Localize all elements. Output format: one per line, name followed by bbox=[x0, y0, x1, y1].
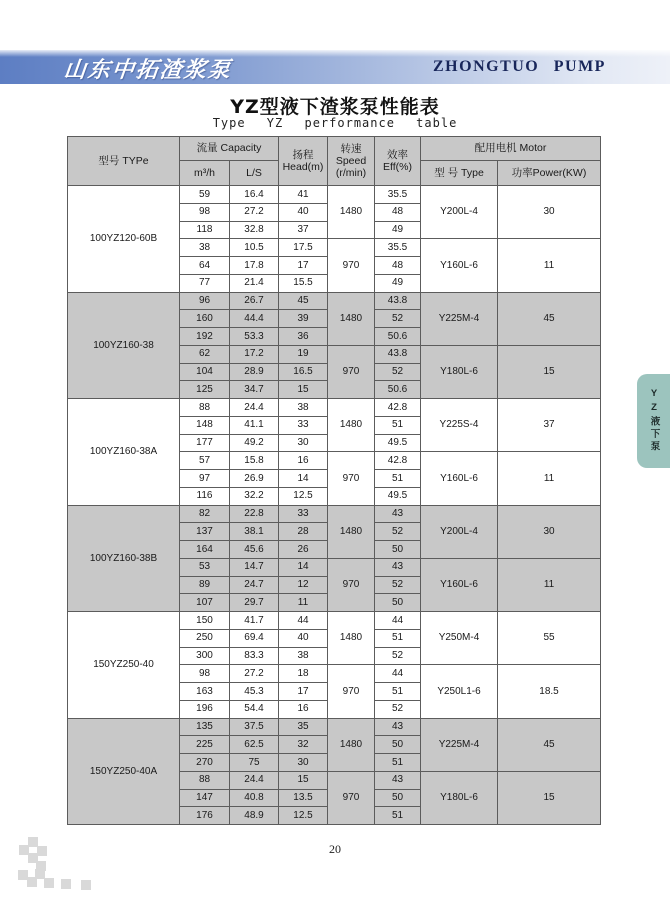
cell-eff: 43.8 bbox=[375, 292, 421, 310]
table-row bbox=[68, 718, 601, 736]
cell-eff: 50 bbox=[375, 789, 421, 807]
cell-capacity-m3h: 98 bbox=[180, 665, 230, 683]
page-subtitle: Type YZ performance table bbox=[212, 116, 458, 130]
page-title: YZ型液下渣浆泵性能表 bbox=[230, 96, 440, 118]
cell-model: 100YZ160-38B bbox=[68, 505, 180, 612]
cell-head: 33 bbox=[279, 505, 328, 523]
cell-capacity-ls: 41.7 bbox=[230, 612, 279, 630]
cell-model: 100YZ120-60B bbox=[68, 186, 180, 293]
cell-head: 40 bbox=[279, 203, 328, 221]
cell-head: 16.5 bbox=[279, 363, 328, 381]
cell-capacity-m3h: 150 bbox=[180, 612, 230, 630]
cell-capacity-m3h: 164 bbox=[180, 541, 230, 559]
cell-motor-power: 30 bbox=[498, 186, 601, 239]
cell-capacity-ls: 29.7 bbox=[230, 594, 279, 612]
cell-motor-type: Y225M-4 bbox=[421, 292, 498, 345]
cell-speed: 970 bbox=[328, 665, 375, 718]
header-head bbox=[279, 137, 328, 186]
decorative-pixel bbox=[36, 861, 46, 871]
cell-capacity-ls: 17.8 bbox=[230, 257, 279, 275]
cell-capacity-ls: 28.9 bbox=[230, 363, 279, 381]
cell-capacity-m3h: 77 bbox=[180, 274, 230, 292]
cell-capacity-ls: 24.4 bbox=[230, 399, 279, 417]
cell-motor-power: 11 bbox=[498, 558, 601, 611]
cell-capacity-ls: 24.4 bbox=[230, 771, 279, 789]
cell-capacity-m3h: 270 bbox=[180, 754, 230, 772]
cell-capacity-m3h: 192 bbox=[180, 328, 230, 346]
side-tab-label: YZ液下泵 bbox=[648, 388, 660, 454]
cell-motor-type: Y160L-6 bbox=[421, 239, 498, 292]
cell-speed: 1480 bbox=[328, 505, 375, 558]
cell-head: 17 bbox=[279, 257, 328, 275]
cell-head: 12.5 bbox=[279, 487, 328, 505]
cell-eff: 51 bbox=[375, 754, 421, 772]
company-logo: 山东中拓渣浆泵 bbox=[62, 58, 234, 83]
cell-capacity-m3h: 125 bbox=[180, 381, 230, 399]
cell-capacity-m3h: 98 bbox=[180, 203, 230, 221]
cell-head: 37 bbox=[279, 221, 328, 239]
cell-capacity-ls: 37.5 bbox=[230, 718, 279, 736]
top-banner bbox=[0, 50, 670, 84]
cell-head: 33 bbox=[279, 416, 328, 434]
cell-eff: 43.8 bbox=[375, 345, 421, 363]
cell-eff: 52 bbox=[375, 363, 421, 381]
header-speed bbox=[328, 137, 375, 186]
cell-capacity-ls: 38.1 bbox=[230, 523, 279, 541]
cell-capacity-m3h: 96 bbox=[180, 292, 230, 310]
decorative-pixel bbox=[18, 870, 28, 880]
table-row bbox=[68, 399, 601, 417]
cell-eff: 43 bbox=[375, 771, 421, 789]
header-capacity-ls: L/S bbox=[230, 161, 279, 186]
cell-capacity-m3h: 57 bbox=[180, 452, 230, 470]
cell-capacity-m3h: 147 bbox=[180, 789, 230, 807]
cell-eff: 52 bbox=[375, 700, 421, 718]
cell-eff: 49 bbox=[375, 221, 421, 239]
cell-capacity-ls: 14.7 bbox=[230, 558, 279, 576]
header-motor-power: 功率Power(KW) bbox=[498, 161, 601, 186]
cell-capacity-ls: 40.8 bbox=[230, 789, 279, 807]
cell-eff: 42.8 bbox=[375, 452, 421, 470]
cell-speed: 1480 bbox=[328, 399, 375, 452]
cell-head: 12.5 bbox=[279, 807, 328, 825]
cell-motor-power: 45 bbox=[498, 292, 601, 345]
cell-capacity-ls: 27.2 bbox=[230, 203, 279, 221]
cell-head: 44 bbox=[279, 612, 328, 630]
cell-motor-power: 11 bbox=[498, 452, 601, 505]
cell-motor-type: Y225M-4 bbox=[421, 718, 498, 771]
cell-eff: 49.5 bbox=[375, 434, 421, 452]
decorative-pixel bbox=[61, 879, 71, 889]
cell-model: 100YZ160-38 bbox=[68, 292, 180, 399]
cell-head: 14 bbox=[279, 558, 328, 576]
cell-eff: 42.8 bbox=[375, 399, 421, 417]
cell-capacity-m3h: 225 bbox=[180, 736, 230, 754]
brand-name: ZHONGTUO PUMP bbox=[433, 58, 606, 75]
decorative-pixel bbox=[27, 877, 37, 887]
header-row-1 bbox=[68, 137, 601, 161]
cell-eff: 52 bbox=[375, 647, 421, 665]
cell-motor-type: Y180L-6 bbox=[421, 345, 498, 398]
cell-capacity-m3h: 148 bbox=[180, 416, 230, 434]
cell-head: 30 bbox=[279, 754, 328, 772]
cell-capacity-m3h: 104 bbox=[180, 363, 230, 381]
cell-capacity-m3h: 59 bbox=[180, 186, 230, 204]
table-body bbox=[68, 186, 601, 825]
cell-capacity-ls: 15.8 bbox=[230, 452, 279, 470]
table-row bbox=[68, 186, 601, 204]
table-row bbox=[68, 612, 601, 630]
cell-eff: 50.6 bbox=[375, 381, 421, 399]
cell-head: 26 bbox=[279, 541, 328, 559]
cell-head: 18 bbox=[279, 665, 328, 683]
cell-head: 32 bbox=[279, 736, 328, 754]
cell-capacity-m3h: 97 bbox=[180, 470, 230, 488]
cell-eff: 43 bbox=[375, 505, 421, 523]
side-index-tab bbox=[637, 374, 670, 468]
decorative-pixel bbox=[81, 880, 91, 890]
cell-eff: 35.5 bbox=[375, 186, 421, 204]
cell-eff: 51 bbox=[375, 416, 421, 434]
cell-eff: 50 bbox=[375, 541, 421, 559]
header-motor-type: 型 号 Type bbox=[421, 161, 498, 186]
cell-head: 39 bbox=[279, 310, 328, 328]
header-motor: 配用电机 Motor bbox=[421, 137, 601, 161]
cell-eff: 52 bbox=[375, 523, 421, 541]
cell-motor-power: 30 bbox=[498, 505, 601, 558]
cell-motor-type: Y180L-6 bbox=[421, 771, 498, 824]
cell-capacity-m3h: 53 bbox=[180, 558, 230, 576]
cell-head: 15 bbox=[279, 771, 328, 789]
cell-eff: 48 bbox=[375, 203, 421, 221]
cell-motor-power: 11 bbox=[498, 239, 601, 292]
cell-capacity-ls: 41.1 bbox=[230, 416, 279, 434]
cell-capacity-m3h: 89 bbox=[180, 576, 230, 594]
cell-motor-power: 15 bbox=[498, 345, 601, 398]
cell-capacity-m3h: 300 bbox=[180, 647, 230, 665]
header-speed-zh: 转速Speed bbox=[335, 142, 367, 167]
cell-capacity-m3h: 160 bbox=[180, 310, 230, 328]
cell-capacity-ls: 34.7 bbox=[230, 381, 279, 399]
cell-motor-type: Y200L-4 bbox=[421, 505, 498, 558]
cell-eff: 52 bbox=[375, 310, 421, 328]
cell-capacity-ls: 17.2 bbox=[230, 345, 279, 363]
header-head-zh: 扬程 bbox=[292, 148, 314, 161]
cell-capacity-ls: 75 bbox=[230, 754, 279, 772]
cell-capacity-ls: 26.9 bbox=[230, 470, 279, 488]
page-number: 20 bbox=[329, 842, 341, 856]
cell-capacity-m3h: 64 bbox=[180, 257, 230, 275]
cell-capacity-ls: 22.8 bbox=[230, 505, 279, 523]
cell-capacity-m3h: 107 bbox=[180, 594, 230, 612]
cell-speed: 1480 bbox=[328, 612, 375, 665]
cell-head: 41 bbox=[279, 186, 328, 204]
cell-motor-type: Y225S-4 bbox=[421, 399, 498, 452]
cell-capacity-ls: 69.4 bbox=[230, 629, 279, 647]
cell-capacity-ls: 54.4 bbox=[230, 700, 279, 718]
cell-capacity-m3h: 177 bbox=[180, 434, 230, 452]
cell-capacity-ls: 49.2 bbox=[230, 434, 279, 452]
header-capacity-m3h: m³/h bbox=[180, 161, 230, 186]
cell-eff: 49.5 bbox=[375, 487, 421, 505]
cell-eff: 35.5 bbox=[375, 239, 421, 257]
cell-motor-power: 37 bbox=[498, 399, 601, 452]
cell-motor-type: Y200L-4 bbox=[421, 186, 498, 239]
cell-motor-power: 18.5 bbox=[498, 665, 601, 718]
cell-capacity-ls: 83.3 bbox=[230, 647, 279, 665]
cell-head: 11 bbox=[279, 594, 328, 612]
decorative-pixel bbox=[44, 878, 54, 888]
cell-head: 28 bbox=[279, 523, 328, 541]
cell-head: 15 bbox=[279, 381, 328, 399]
performance-table bbox=[67, 136, 601, 825]
cell-model: 100YZ160-38A bbox=[68, 399, 180, 506]
cell-motor-power: 55 bbox=[498, 612, 601, 665]
cell-capacity-m3h: 137 bbox=[180, 523, 230, 541]
cell-eff: 50 bbox=[375, 594, 421, 612]
header-eff-en: Eff(%) bbox=[383, 161, 412, 173]
cell-head: 38 bbox=[279, 399, 328, 417]
cell-eff: 43 bbox=[375, 558, 421, 576]
cell-motor-type: Y250M-4 bbox=[421, 612, 498, 665]
cell-head: 16 bbox=[279, 700, 328, 718]
cell-capacity-ls: 24.7 bbox=[230, 576, 279, 594]
cell-head: 17.5 bbox=[279, 239, 328, 257]
cell-head: 17 bbox=[279, 683, 328, 701]
cell-speed: 1480 bbox=[328, 718, 375, 771]
cell-head: 12 bbox=[279, 576, 328, 594]
table-row bbox=[68, 505, 601, 523]
cell-capacity-ls: 10.5 bbox=[230, 239, 279, 257]
cell-capacity-ls: 45.3 bbox=[230, 683, 279, 701]
cell-speed: 1480 bbox=[328, 186, 375, 239]
cell-model: 150YZ250-40 bbox=[68, 612, 180, 719]
header-eff-zh: 效率 bbox=[387, 148, 408, 161]
cell-capacity-ls: 27.2 bbox=[230, 665, 279, 683]
decorative-pixel bbox=[35, 869, 45, 879]
cell-speed: 1480 bbox=[328, 292, 375, 345]
cell-motor-type: Y250L1-6 bbox=[421, 665, 498, 718]
header-head-en: Head(m) bbox=[282, 161, 324, 173]
cell-capacity-ls: 21.4 bbox=[230, 274, 279, 292]
cell-eff: 51 bbox=[375, 629, 421, 647]
cell-capacity-ls: 32.2 bbox=[230, 487, 279, 505]
cell-capacity-ls: 62.5 bbox=[230, 736, 279, 754]
cell-eff: 48 bbox=[375, 257, 421, 275]
cell-capacity-m3h: 135 bbox=[180, 718, 230, 736]
cell-capacity-ls: 16.4 bbox=[230, 186, 279, 204]
cell-capacity-m3h: 88 bbox=[180, 771, 230, 789]
cell-speed: 970 bbox=[328, 239, 375, 292]
table-row bbox=[68, 292, 601, 310]
cell-capacity-m3h: 163 bbox=[180, 683, 230, 701]
cell-capacity-m3h: 118 bbox=[180, 221, 230, 239]
cell-model: 150YZ250-40A bbox=[68, 718, 180, 825]
cell-capacity-ls: 48.9 bbox=[230, 807, 279, 825]
cell-eff: 44 bbox=[375, 665, 421, 683]
cell-capacity-ls: 45.6 bbox=[230, 541, 279, 559]
cell-head: 40 bbox=[279, 629, 328, 647]
cell-capacity-m3h: 88 bbox=[180, 399, 230, 417]
header-eff bbox=[375, 137, 421, 186]
cell-capacity-m3h: 250 bbox=[180, 629, 230, 647]
cell-head: 13.5 bbox=[279, 789, 328, 807]
cell-capacity-m3h: 116 bbox=[180, 487, 230, 505]
cell-speed: 970 bbox=[328, 771, 375, 824]
cell-speed: 970 bbox=[328, 452, 375, 505]
cell-eff: 49 bbox=[375, 274, 421, 292]
cell-eff: 51 bbox=[375, 683, 421, 701]
cell-capacity-m3h: 62 bbox=[180, 345, 230, 363]
cell-head: 14 bbox=[279, 470, 328, 488]
cell-motor-power: 15 bbox=[498, 771, 601, 824]
cell-eff: 51 bbox=[375, 470, 421, 488]
cell-head: 15.5 bbox=[279, 274, 328, 292]
cell-capacity-m3h: 196 bbox=[180, 700, 230, 718]
cell-motor-type: Y160L-6 bbox=[421, 558, 498, 611]
cell-eff: 50.6 bbox=[375, 328, 421, 346]
cell-capacity-ls: 44.4 bbox=[230, 310, 279, 328]
header-capacity: 流量 Capacity bbox=[180, 137, 279, 161]
cell-eff: 51 bbox=[375, 807, 421, 825]
cell-head: 35 bbox=[279, 718, 328, 736]
header-model: 型号 TYPe bbox=[68, 137, 180, 186]
cell-motor-type: Y160L-6 bbox=[421, 452, 498, 505]
cell-eff: 50 bbox=[375, 736, 421, 754]
cell-head: 30 bbox=[279, 434, 328, 452]
cell-capacity-m3h: 176 bbox=[180, 807, 230, 825]
cell-head: 38 bbox=[279, 647, 328, 665]
cell-eff: 43 bbox=[375, 718, 421, 736]
cell-speed: 970 bbox=[328, 558, 375, 611]
cell-capacity-ls: 26.7 bbox=[230, 292, 279, 310]
cell-head: 45 bbox=[279, 292, 328, 310]
header-speed-en: (r/min) bbox=[335, 167, 367, 180]
cell-eff: 52 bbox=[375, 576, 421, 594]
cell-eff: 44 bbox=[375, 612, 421, 630]
cell-capacity-m3h: 38 bbox=[180, 239, 230, 257]
cell-head: 36 bbox=[279, 328, 328, 346]
cell-capacity-ls: 53.3 bbox=[230, 328, 279, 346]
cell-speed: 970 bbox=[328, 345, 375, 398]
cell-motor-power: 45 bbox=[498, 718, 601, 771]
cell-capacity-ls: 32.8 bbox=[230, 221, 279, 239]
cell-head: 16 bbox=[279, 452, 328, 470]
cell-head: 19 bbox=[279, 345, 328, 363]
cell-capacity-m3h: 82 bbox=[180, 505, 230, 523]
